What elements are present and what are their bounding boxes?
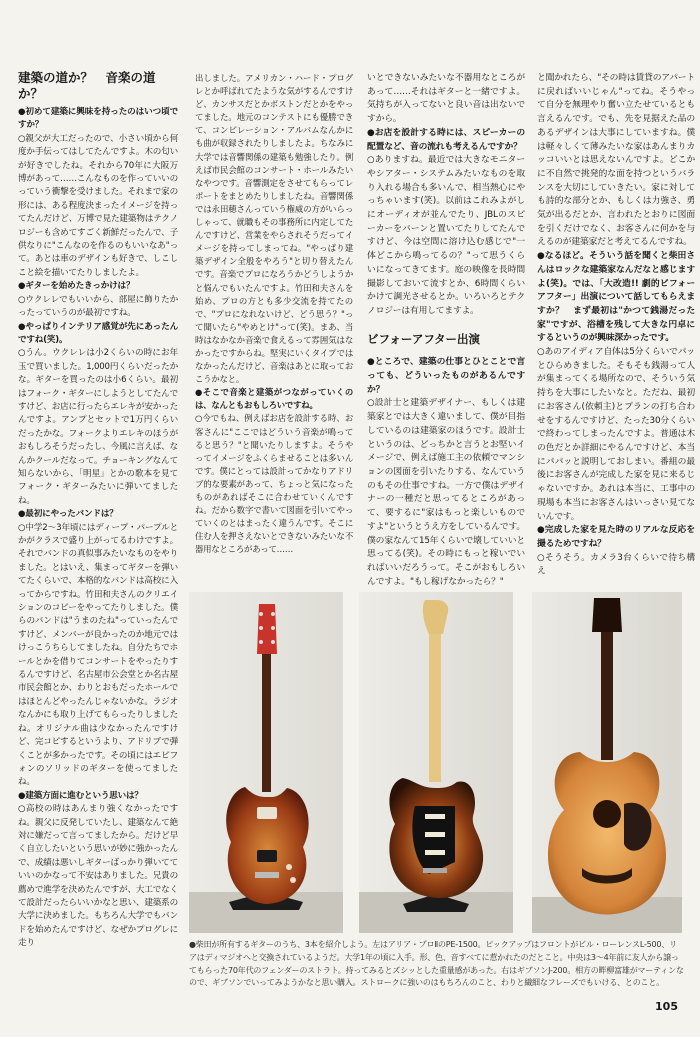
interview-answer: ○今でもね、例えばお店を設計する時、お客さんに"ここではどういう音楽が鳴ってると思う？"と聞いたりしますよ。そうやってイメージをふくらませることは多いんです。僕にとっては設計ってかなりアドリブ的な要素があって、ちょっと気になったものがあればそこに合わせていくんですね。だから数字で書いて図面を引いてやっていくのとはまったく違うんです。そこに住む人を押さえないとできないみたいな不器用なところがあって…… [195,413,353,555]
interview-answer: 出しました。アメリカン・ハード・プログレとか呼ばれてたような気がするんですけど、カンサスだとかボストンだとかをやってました。地元のコンテストにも優勝できて、コンピレーション・アルバムなんかにも曲が収録されたりしましたよ。ちなみに大学では音響関係の建築も勉強したり。例えば市民会館のコンサート・ホールみたいなやつです。音響測定をさせてもらってレポートをまとめたりしましたね。音響関係では永田穂さんっていう権威の方がいらっしゃって、就職もその事務所に内定してたんですけど、営業をやらされそうだってイメージを持ってしまってね。"やっぱり建築デザイン全般をやろう"と切り替えたんです。音楽でプロになろうかどうしようかと悩んでもいたんですよ。竹田和夫さんを始め、プロの方とも多少交流を持てたので、"プロになれないけど、どう思う？"って聞いたら"やめとけ"って(笑)。まあ、当時はなかなか音楽で食えるって雰囲気はなかったですからね。堅実にいくタイプではなかったんだけど、音楽はあとに取っておこうかなと。 [195,73,353,385]
guitar-photo-aria-pe1500 [189,592,343,933]
interview-answer: ○うん。ウクレレは小2くらいの時にお年玉で買いました。1,000円くらいだったかな。ギターを買ったのは小6くらい。最初はフォーク・ギターにしようとしてたんですけど、お店に行ったらエレキが安かったんですよ。アンプとセットで1万円くらいだったかな。フォークよりエレキのほうがおもしろそうだったし、今風に言えば、なんかクールだなって。チョーキングなんて知らないから、「明星」とかの歌本を見てフォーク・ギターみたいに弾いてましたね。 [18,348,178,506]
interview-answer: ○設計士と建築デザイナー、もしくは建築家とでは大きく違いまして、僕が目指しているのは建築家のほうです。設計士というのは、どっちかと言うとお堅いイメージで、例えば施工主の依頼でマンションの図面を引いたりする、なんていうのもその仕事ですね。一方で僕はデザイナーの一種だと思ってるところがあって、要するに"家はもっと楽しいものですよ"というとうえ方をしているんです。僕の家なんて15年くらいで壊していいと思ってる(笑)。その時にもっと稼いでいればいいだろうって。そこがおもしろいんですよ。"もし稼げなかったら？" [367,398,525,587]
interview-question: ●ところで、建築の仕事とひとことで言っても、どういったものがあるんですか？ [367,357,525,395]
guitar-photo-gibson-j200 [532,592,682,933]
acoustic-guitar-j200-icon [532,592,682,933]
interview-question: ●最初にやったバンドは？ [18,509,118,520]
interview-question: ●そこで音楽と建築がつながっていくのは、なんともおもしろいですね。 [195,387,353,411]
interview-question: ●お店を設計する時には、スピーカーの配置など、音の流れも考えるんですか？ [367,127,525,152]
interview-answer: いとできないみたいな不器用なところがあって……それはギターと一緒ですよ。気持ちが入ってないと良い音は出ないですから。 [367,73,525,125]
section-heading-before-after: ビフォーアフター出演 [367,331,481,346]
stratocaster-sunburst-icon [359,592,513,933]
article-column-1 [18,70,178,951]
interview-question: ●初めて建築に興味を持ったのはいつ頃ですか？ [18,107,178,131]
article-column-4 [537,72,695,592]
photo-caption: ●柴田が所有するギターのうち、3本を紹介しよう。左はアリア・プロⅡのPE-1500。ピックアップはフロントがビル・ローレンスL-500、リアはディマジオへと交換されているようだ。大学1年の頃に入手。形、色、音すべてに惹かれたのだとこと。中央は3～4年前に友人から譲ってもらった70年代のフェンダーのストラト。持ってみるとズシッとした重量感があった。右はギブソンJ-200。相方の畔柳富雄がマーティンなので、ギブソンでいってみようかなと思い購入。ストロークに強いのはもちろんのこと、わりと繊細なフレーズでもいける、とのこと。 [189,940,684,988]
interview-answer: ○ありますね。最近では大きなモニターやシアター・システムみたいなものを取り入れる場合も多いんで、相当熱心にやっちゃいます(笑)。以前はこれみよがしにオーディオが並んでたり、JBLのスピーカーをバーンと置いてたりしてたんですけど、今は空間に溶け込む感じで"一体どこから鳴ってるの？"って思うくらいになってきてます。庭の映像を長時間撮影しておいて流すとか、6時間くらいかけて調光させるとか。いろいろとテクノロジーは有用してますよ。 [367,155,525,316]
guitar-photo-fender-stratocaster [359,592,513,933]
interview-question: ●ギターを始めたきっかけは？ [18,281,135,292]
section-heading-architecture-or-music: 建築の道か？ 音楽の道か？ [18,70,156,101]
article-column-2 [195,72,353,592]
page-number: 105 [655,1000,678,1013]
interview-question: ●なるほど。そういう話を聞くと柴田さんはロックな建築家なんだなと感じますよ(笑)。では、「大改造!! 劇的ビフォーアフター」出演について話してもらえますか？ まず最初は"かつて銭湯だった家"ですが、浴槽を残して大きな円卓にするというのが興味深かったです。 [537,251,695,344]
interview-question: ●完成した家を見た時のリアルな反応を撮るためですね？ [537,525,695,549]
interview-answer: ○あのアイディア自体は5分くらいでパッとひらめきました。そもそも銭湯って人が集まってくる場所なので、そういう気持ちを大事にしたいなと。ただね、最初にお客さん(依頼主)とプランの打ち合わせをするんですけど、たった30分くらいで終わってしまったんですよ。普通は木の色だとか詳細にやるんですけど、本当にパパッと説明しておしまい。番組の最後にお客さんが完成した家を見に来るじゃないですか。あれは本当に、工事中の現場も本当にお客さんはいっさい見てないんです。 [537,347,695,522]
interview-question: ●やっぱりインテリア感覚が先にあったんですね(笑)。 [18,321,178,345]
electric-guitar-sunburst-icon [189,592,343,933]
interview-answer: ○ウクレレでもいいから、部屋に飾りたかったっていうのが最初ですね。 [18,294,178,319]
interview-answer: ○そうそう。カメラ3台くらいで待ち構え [537,552,695,577]
interview-answer: ○親父が大工だったので、小さい頃から何度か手伝ってはしてたんですよ。木の匂いが好きでしたね。それから70年に大阪万博があって……こんなものを作っていいのっていう衝撃を受けました。それまで家の形には、ある程度決まったイメージを持ってたんだけど、万博で見た建築物はテクノロジーも含めてすごく新鮮だったんで、子供なりに"こんなのを作るのもいいなあ"って。あとは車のデザインも好きで、しこしこと絵を描いてたりしましたよ。 [18,133,178,278]
article-column-3 [367,72,525,592]
interview-answer: ○高校の時はあんまり強くなかったですね。親父に反発していたし、建築なんて絶対に嫌だって言ってましたから。だけど早く自立したいという思いが妙に強かったんで、成績は悪いしギターばっかり弾いてていいのかなって不安はありました。兄貴の薦めで進学を決めたんですが、大工でなくて設計だったらいいかなと思い、建築系の大学に決めました。もちろん大学でもバンドを始めたんですけど、なぜかプログレに走り [18,804,178,949]
interview-answer: ○中学2～3年頃にはディープ・パープルとかがクラスで盛り上がってるわけですよ。それでバンドの真似事みたいなものをやりました。とはいえ、集まってギターを弾いてたくらいで、本格的なバンドは高校に入ってからですね。竹田和夫さんのクリエイションのコピーをやってたりしました。僕らのバンドは"うまのたね"っていったんですけど、メンバーが良かったのか地元ではけっこうちらしてましたね。自分たちでホールとかを借りてコンサートをやったりするんですけど、名古屋市公会堂とか名古屋市民会館とか、わりとおもだったホールではほとんどやったんじゃないかな。ラジオなんかにも取り上げてもらったりしましたね。オリジナル曲は少なかったんですけど、完コピするというより、アドリブで弾くことが多かったです。その頃にはエピフォンのソリッドのギターを使ってましたね。 [18,522,178,788]
interview-answer: と聞かれたら、"その時は賃貸のアパートに戻ればいいじゃん"ってね。そうやって自分を無理やり奮い立たせているとも言えるんです。でも、先を見据えた品のあるデザインは大事にしていますね。僕は軽々しくて薄みたいな家はあんまりカッコいいとは思えないんですよ。どこかに不自然で挑発的な面を持つというバランスを大切にしていきたい。家に対しても詩的な部分とか、もしくは力強さ、勇気が出るだとか、言われたとおりに図面を引くだけでなく、お客さんに何かを与えるのが建築家だと考えてるんですね。 [537,73,695,248]
interview-question: ●建築方面に進むという思いは？ [18,790,143,801]
